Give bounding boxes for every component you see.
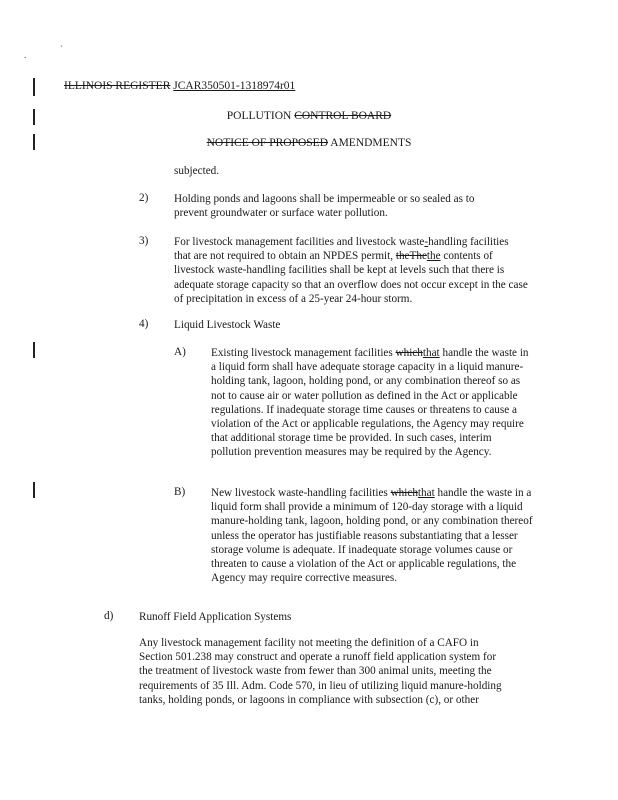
item-3-text-b: handling facilities that are not required to obtain an NPDES permit, xyxy=(174,236,509,263)
item-4b-text xyxy=(211,486,541,585)
section-d-title: Runoff Field Application Systems xyxy=(139,611,292,623)
item-4a-deleted-word: which xyxy=(395,347,423,359)
continuation-text: subjected. xyxy=(174,165,220,177)
register-header xyxy=(64,80,295,92)
section-d-label: d) xyxy=(104,610,114,622)
revision-bar xyxy=(33,482,35,498)
scan-mark: ` xyxy=(60,44,63,54)
board-title xyxy=(0,110,618,122)
board-title-struck: CONTROL BOARD xyxy=(294,110,392,122)
scan-mark: . xyxy=(24,50,27,60)
item-4a-label: A) xyxy=(174,346,186,358)
item-4a-text-b: handle the waste in a liquid form shall have adequate storage capacity in a liquid manure-holding tank, lagoon, holding pond, or any combination thereof so as not to cause air or water pollution as defined in the Act or applicable regulations. If inadequate storage time causes or threatens to cause a violation of the Act or applicable regulations, the Agency may require that additional storage time be provided. In such cases, interim pollution prevention measures may be required by the Agency. xyxy=(211,347,529,459)
item-2-text: Holding ponds and lagoons shall be impermeable or so sealed as to prevent groundwater or surface water pollution. xyxy=(174,193,475,220)
item-2-number: 2) xyxy=(139,192,149,204)
item-4b-deleted-word: which xyxy=(390,487,418,499)
item-3-text-a: For livestock management facilities and livestock waste xyxy=(174,236,425,248)
item-4b-label: B) xyxy=(174,486,186,498)
item-4a-inserted-word: that xyxy=(422,347,440,359)
item-3-text-c: contents of livestock waste-handling facilities shall be kept at levels such that there is adequate storage capacity so that an overflow does not occur except in the case of precipitation in excess of a 25-year 24-hour storm. xyxy=(174,250,528,305)
register-id: JCAR350501-1318974r01 xyxy=(173,80,296,92)
board-title-main: POLLUTION xyxy=(226,110,292,122)
item-3-inserted-the: the xyxy=(426,250,441,263)
revision-bar xyxy=(33,78,35,96)
section-d-text: Any livestock management facility not meeting the definition of a CAFO in Section 501.238 may construct and operate a runoff field application system for the treatment of livestock waste from fewer than 300 animal units, meeting the requirements of 35 Ill. Adm. Code 570, in lieu of utilizing liquid manure-holding tanks, holding ponds, or lagoons in compliance with subsection (c), or other xyxy=(139,637,502,706)
item-4a-text-a: Existing livestock management facilities xyxy=(211,347,393,359)
item-4a-text xyxy=(211,346,531,460)
register-title-struck: ILLINOIS REGISTER xyxy=(64,80,171,92)
item-4b-text-a: New livestock waste-handling facilities xyxy=(211,487,388,499)
item-3-deleted-the: theThe xyxy=(395,250,427,263)
item-4-number: 4) xyxy=(139,318,149,330)
item-3-number: 3) xyxy=(139,235,149,247)
item-4b-text-b: handle the waste in a liquid form shall provide a minimum of 120-day storage with a liquid manure-holding tank, lagoon, holding pond, or any combination thereof unless the operator has justifiable reasons substantiating that a lesser storage volume is adequate. If inadequate storage volumes cause or threaten to cause a violation of the Act or applicable regulations, the Agency may require corrective measures. xyxy=(211,487,533,585)
notice-title-main: AMENDMENTS xyxy=(330,137,412,149)
notice-title xyxy=(0,137,618,149)
revision-bar xyxy=(33,342,35,358)
item-4-title: Liquid Livestock Waste xyxy=(174,319,281,331)
item-3-inserted-hyphen: - xyxy=(424,236,429,248)
item-4b-inserted-word: that xyxy=(417,487,435,499)
notice-title-struck: NOTICE OF PROPOSED xyxy=(206,137,329,149)
item-3-text xyxy=(174,235,528,306)
